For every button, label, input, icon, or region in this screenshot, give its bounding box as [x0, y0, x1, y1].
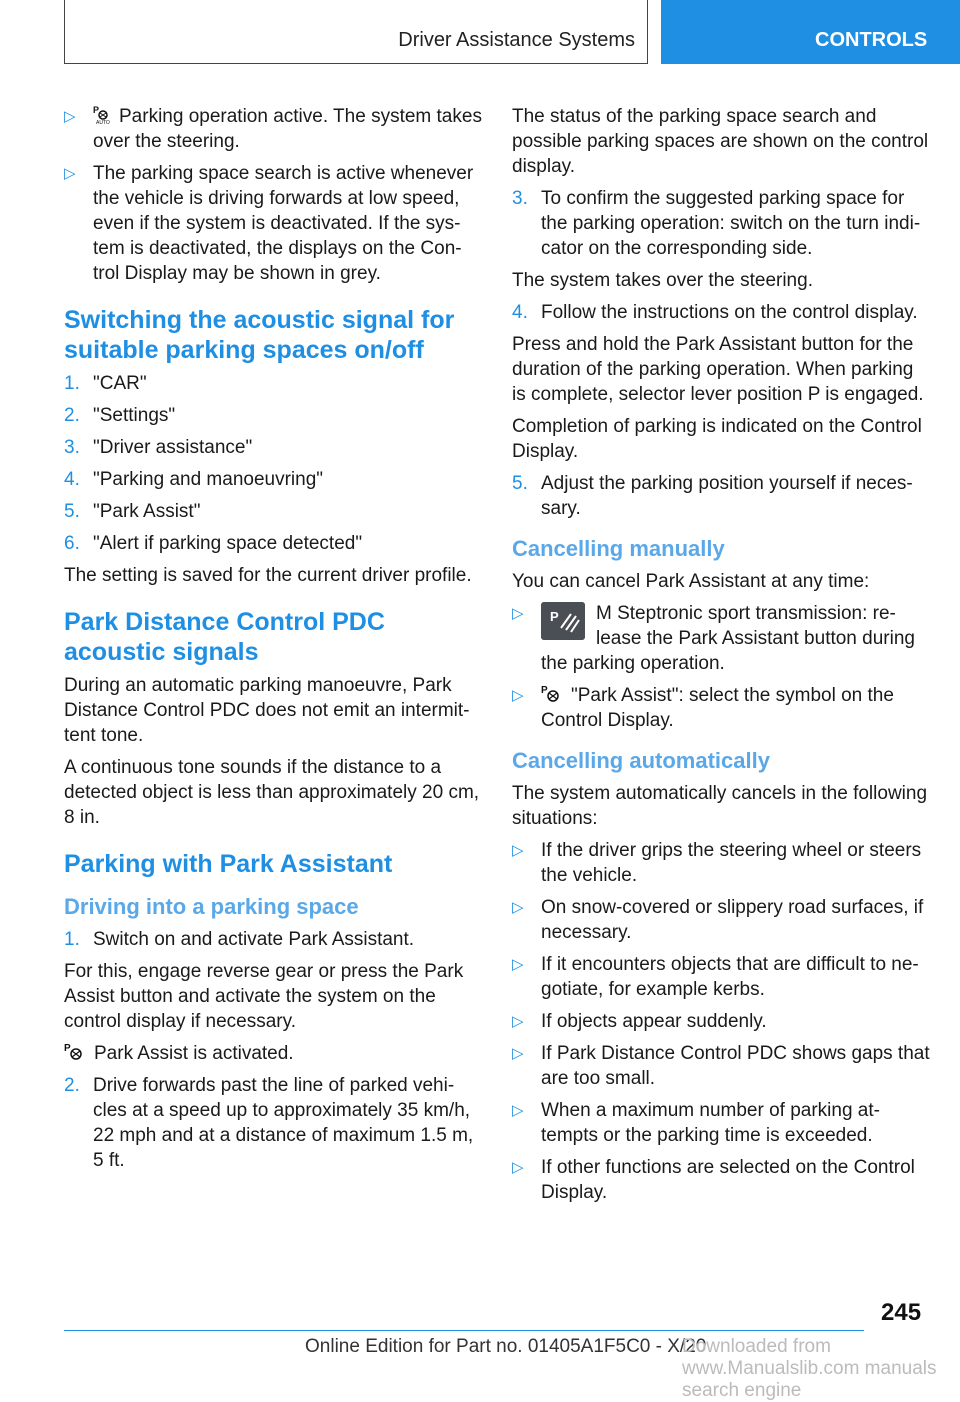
edition-text: Online Edition for Part no. 01405A1F5C0 - X/20: [305, 1336, 707, 1357]
step-text: Switch on and activate Park Assistant.: [93, 929, 415, 950]
list-item: [512, 1009, 932, 1034]
step-text: "Settings": [93, 405, 176, 426]
acoustic-note: The setting is saved for the current driver profile.: [64, 565, 472, 586]
heading-acoustic-signal: Switching the acoustic signal for suitable parking spaces on/off: [64, 306, 455, 364]
bullet-marker: ▷: [512, 956, 524, 973]
list-item: [64, 161, 484, 286]
list-item-text: The parking space search is active whenever the vehicle is driving forwards at low speed, even if the system is deactivated. If the sys-tem is deactivated, the displays on the Con-trol Display may be shown in grey.: [93, 163, 474, 284]
park-assist-auto-icon: [93, 105, 111, 125]
footer-divider: [64, 1330, 864, 1331]
auto-intro: The system automatically cancels in the following situations:: [512, 783, 928, 829]
bullet-marker: ▷: [512, 1159, 524, 1176]
list-item-text: When a maximum number of parking at-tempts or the parking time is exceeded.: [541, 1100, 880, 1146]
step-item: [64, 403, 484, 428]
step-detail: For this, engage reverse gear or press the Park Assist button and activate the system on the control display if necessary.: [64, 961, 464, 1032]
step-text: "Driver assistance": [93, 437, 253, 458]
list-item-text: Parking operation active. The system takes over the steering.: [93, 106, 482, 152]
step-number: 3.: [512, 188, 528, 209]
bullet-marker: ▷: [512, 1102, 524, 1119]
heading-cancelling-manually: Cancelling manually: [512, 536, 725, 561]
step-item: [64, 467, 484, 492]
list-item: [512, 952, 932, 1002]
step-text: "Park Assist": [93, 501, 201, 522]
step-number: 6.: [64, 533, 80, 554]
header-chapter-tab: [661, 0, 960, 64]
header-section-tab: [64, 0, 648, 64]
step-number: 1.: [64, 373, 80, 394]
step-detail: Press and hold the Park Assistant button for the duration of the parking operation. When parking is complete, selector lever position P is engaged.: [512, 334, 924, 405]
list-item: [64, 104, 484, 154]
bullet-marker: ▷: [512, 842, 524, 859]
list-item: [512, 838, 932, 888]
step-detail: [64, 1041, 484, 1066]
list-item: [512, 601, 932, 676]
step-text: "CAR": [93, 373, 147, 394]
list-item: [512, 1041, 932, 1091]
step-item: [64, 499, 484, 524]
page-number: 245: [881, 1299, 922, 1326]
step-number: 2.: [64, 405, 80, 426]
bullet-marker: ▷: [64, 165, 76, 182]
svg-text:P: P: [541, 685, 548, 696]
step-item: [512, 300, 932, 325]
svg-text:P: P: [550, 609, 559, 624]
list-item-text: M Steptronic sport transmission: re-lease the Park Assistant button during the parking operation.: [541, 603, 915, 674]
step-number: 5.: [512, 473, 528, 494]
step-text: "Parking and manoeuvring": [93, 469, 324, 490]
step-text: Follow the instructions on the control display.: [541, 302, 918, 323]
step-item: [512, 186, 932, 261]
cancel-intro: You can cancel Park Assistant at any time:: [512, 571, 870, 592]
step-item: [64, 927, 484, 952]
heading-driving-into-space: Driving into a parking space: [64, 894, 359, 919]
step-text: "Alert if parking space detected": [93, 533, 363, 554]
section-title: Driver Assistance Systems: [398, 29, 635, 51]
bullet-marker: ▷: [512, 605, 524, 622]
chapter-title: CONTROLS: [815, 29, 928, 51]
svg-text:P: P: [64, 1043, 71, 1054]
list-item-text: On snow-covered or slippery road surfaces, if necessary.: [541, 897, 924, 943]
svg-text:AUTO: AUTO: [96, 120, 110, 125]
right-column: [512, 104, 932, 1212]
list-item-text: If Park Distance Control PDC shows gaps that are too small.: [541, 1043, 930, 1089]
svg-text:P: P: [93, 105, 100, 115]
step-item: [64, 531, 484, 556]
bullet-marker: ▷: [512, 1013, 524, 1030]
park-assist-icon: [64, 1042, 86, 1062]
list-item-text: If objects appear suddenly.: [541, 1011, 767, 1032]
park-assist-button-icon: [541, 602, 585, 640]
step-detail: Completion of parking is indicated on the Control Display.: [512, 416, 922, 462]
step-text: To confirm the suggested parking space for the parking operation: switch on the turn indi-cator on the corresponding side.: [541, 188, 921, 259]
bullet-marker: ▷: [64, 108, 76, 125]
step-item: [512, 471, 932, 521]
list-item: [512, 683, 932, 733]
heading-cancelling-automatically: Cancelling automatically: [512, 748, 770, 773]
list-item-text: If other functions are selected on the Control Display.: [541, 1157, 915, 1203]
step-number: 2.: [64, 1075, 80, 1096]
heading-parking-with-park-assistant: Parking with Park Assistant: [64, 850, 393, 878]
watermark: Downloaded from www.Manualslib.com manuals search engine: [682, 1336, 937, 1401]
step-number: 1.: [64, 929, 80, 950]
step-item: [64, 1073, 484, 1173]
heading-pdc-signals: Park Distance Control PDC acoustic signals: [64, 608, 385, 666]
step-number: 4.: [512, 302, 528, 323]
park-assist-icon: [541, 684, 563, 704]
pdc-paragraph: During an automatic parking manoeuvre, Park Distance Control PDC does not emit an intermit-tent tone.: [64, 675, 470, 746]
list-item-text: If it encounters objects that are difficult to ne-gotiate, for example kerbs.: [541, 954, 919, 1000]
list-item: [512, 895, 932, 945]
bullet-marker: ▷: [512, 1045, 524, 1062]
step-detail: The status of the parking space search and possible parking spaces are shown on the control display.: [512, 106, 929, 177]
left-column: [64, 104, 484, 1180]
bullet-marker: ▷: [512, 899, 524, 916]
step-text: Drive forwards past the line of parked vehi-cles at a speed up to approximately 35 km/h, 22 mph and at a distance of maximum 1.5 m, 5 ft.: [93, 1075, 474, 1171]
step-text: Adjust the parking position yourself if neces-sary.: [541, 473, 913, 519]
step-item: [64, 435, 484, 460]
step-item: [64, 371, 484, 396]
pdc-paragraph: A continuous tone sounds if the distance to a detected object is less than approximately 20 cm, 8 in.: [64, 757, 480, 828]
list-item: [512, 1155, 932, 1205]
step-number: 5.: [64, 501, 80, 522]
list-item: [512, 1098, 932, 1148]
step-detail: The system takes over the steering.: [512, 270, 813, 291]
list-item-text: If the driver grips the steering wheel or steers the vehicle.: [541, 840, 922, 886]
step-detail-text: Park Assist is activated.: [94, 1043, 294, 1064]
bullet-marker: ▷: [512, 687, 524, 704]
step-number: 3.: [64, 437, 80, 458]
step-number: 4.: [64, 469, 80, 490]
list-item-text: "Park Assist": select the symbol on the Control Display.: [541, 685, 894, 731]
